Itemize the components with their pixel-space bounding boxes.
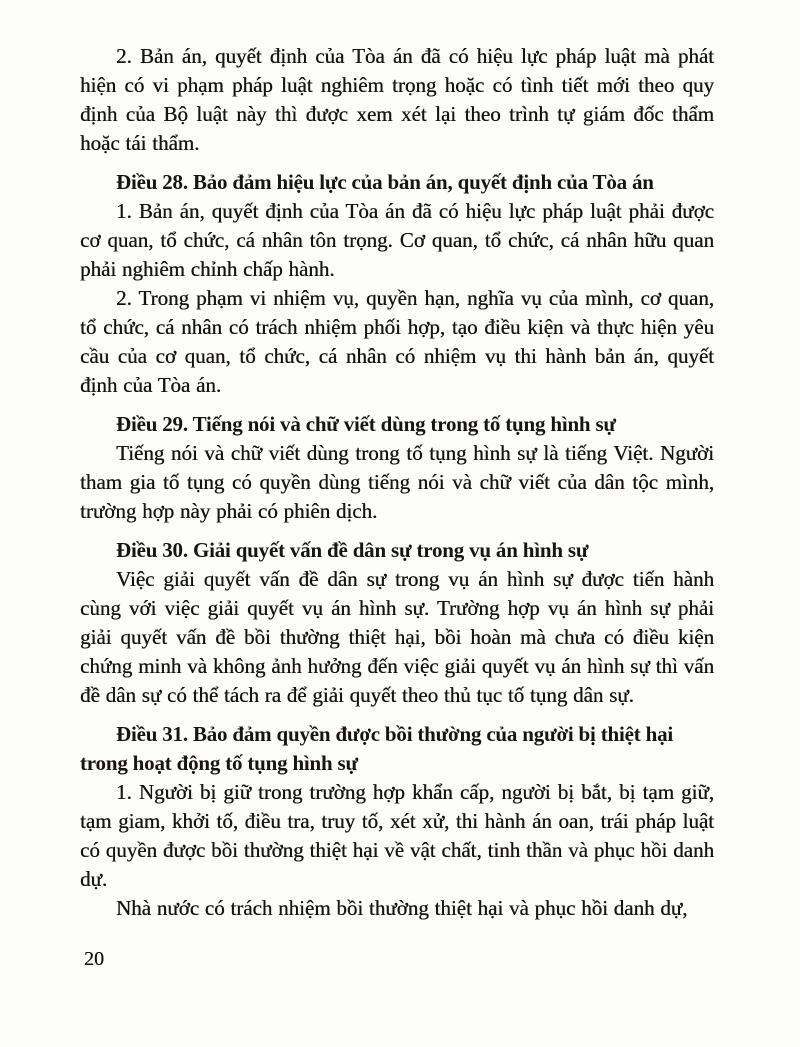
article-31-clause-2-start: Nhà nước có trách nhiệm bồi thường thiệt hại và phục hồi danh dự, — [116, 896, 688, 920]
article-29-heading: Điều 29. Tiếng nói và chữ viết dùng trong tố tụng hình sự — [116, 412, 616, 436]
paragraph-judgment-review: 2. Bản án, quyết định của Tòa án đã có hiệu lực pháp luật mà phát hiện có vi phạm pháp luật nghiêm trọng hoặc có tình tiết mới theo quy định của Bộ luật này thì được xem xét lại theo trình tự giám đốc thẩm hoặc tái thẩm. — [80, 44, 714, 155]
article-31-clause-1: 1. Người bị giữ trong trường hợp khẩn cấp, người bị bắt, bị tạm giữ, tạm giam, khởi tố, điều tra, truy tố, xét xử, thi hành án oan, trái pháp luật có quyền được bồi thường thiệt hại về vật chất, tinh thần và phục hồi danh dự. — [80, 780, 714, 891]
article-28-clause-2: 2. Trong phạm vi nhiệm vụ, quyền hạn, nghĩa vụ của mình, cơ quan, tổ chức, cá nhân có trách nhiệm phối hợp, tạo điều kiện và thực hiện yêu cầu của cơ quan, tổ chức, cá nhân có nhiệm vụ thi hành bản án, quyết định của Tòa án. — [80, 286, 714, 397]
article-28-clause-1: 1. Bản án, quyết định của Tòa án đã có hiệu lực pháp luật phải được cơ quan, tổ chức, cá nhân tôn trọng. Cơ quan, tổ chức, cá nhân hữu quan phải nghiêm chỉnh chấp hành. — [80, 199, 714, 281]
article-28-heading: Điều 28. Bảo đảm hiệu lực của bản án, quyết định của Tòa án — [116, 170, 654, 194]
article-30-heading: Điều 30. Giải quyết vấn đề dân sự trong vụ án hình sự — [116, 538, 589, 562]
article-30-body: Việc giải quyết vấn đề dân sự trong vụ án hình sự được tiến hành cùng với việc giải quyết vụ án hình sự. Trường hợp vụ án hình sự phải giải quyết vấn đề bồi thường thiệt hại, bồi hoàn mà chưa có điều kiện chứng minh và không ảnh hưởng đến việc giải quyết vụ án hình sự thì vấn đề dân sự có thể tách ra để giải quyết theo thủ tục tố tụng dân sự. — [80, 567, 714, 707]
article-29-body: Tiếng nói và chữ viết dùng trong tố tụng hình sự là tiếng Việt. Người tham gia tố tụng có quyền dùng tiếng nói và chữ viết của dân tộc mình, trường hợp này phải có phiên dịch. — [80, 441, 714, 523]
text-column — [80, 42, 714, 923]
article-31-heading: Điều 31. Bảo đảm quyền được bồi thường của người bị thiệt hại trong hoạt động tố tụng hình sự — [80, 722, 674, 775]
page-number: 20 — [84, 948, 104, 970]
